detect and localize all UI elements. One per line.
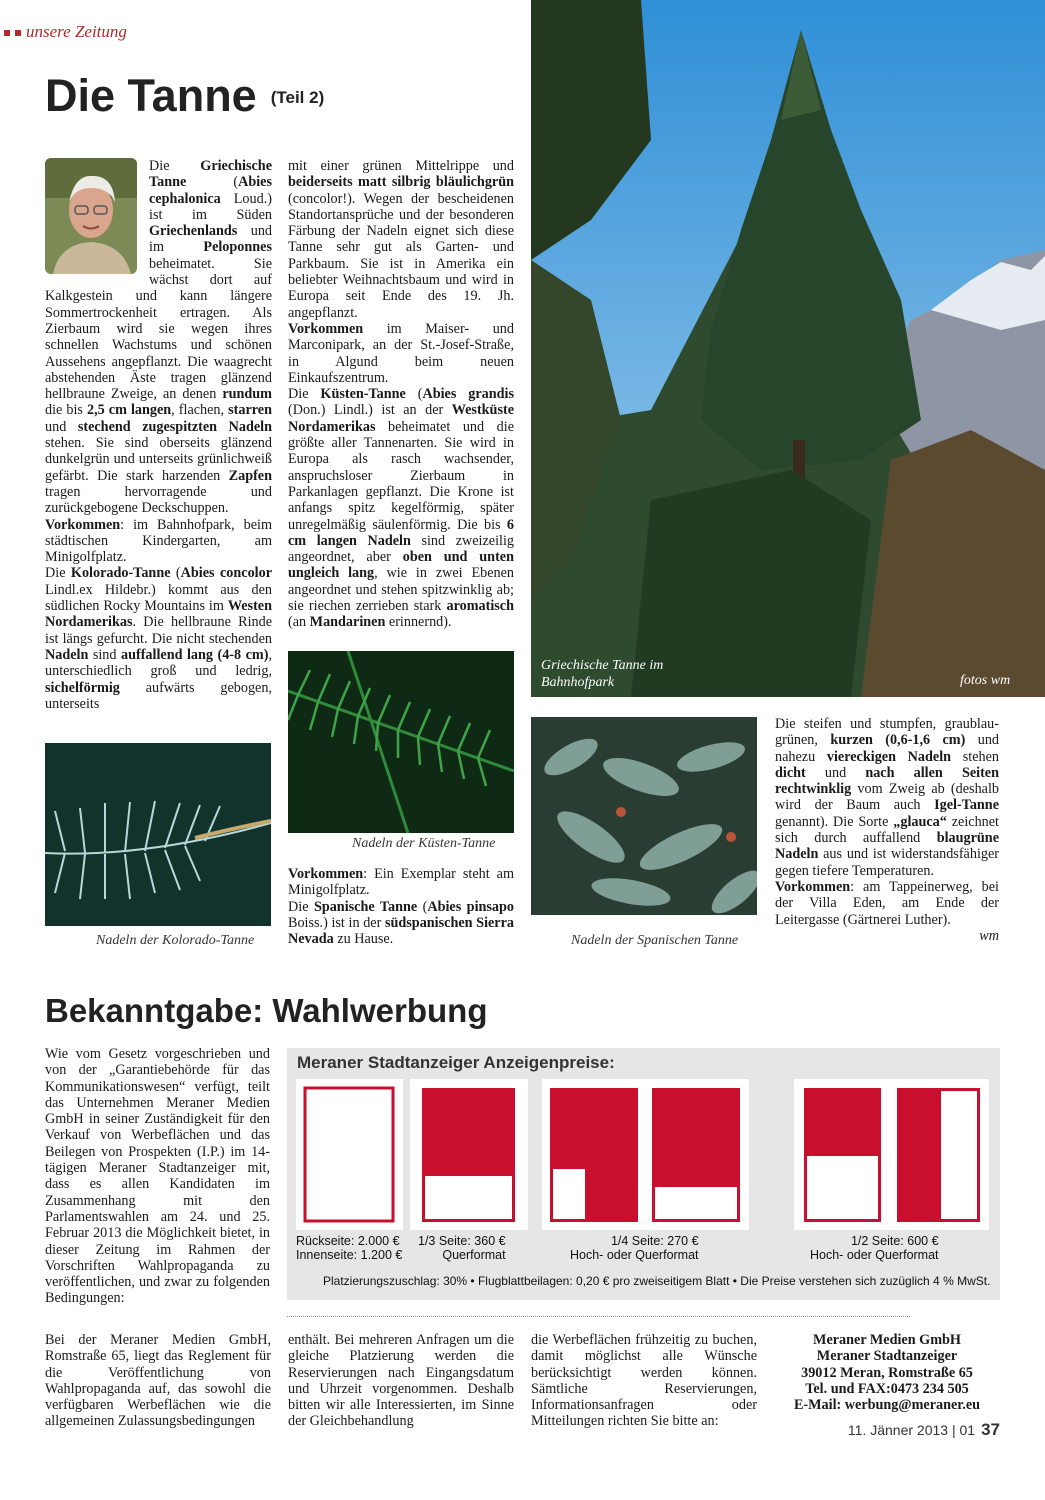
photo-griechische-tanne: [531, 0, 1045, 697]
ad-card-third: [410, 1079, 528, 1230]
price-label-full: Rückseite: 2.000 € Innenseite: 1.200 €: [296, 1234, 403, 1262]
price-label-half: 1/2 Seite: 600 € Hoch- oder Querformat: [810, 1234, 939, 1262]
notice-column-2: enthält. Bei mehreren Anfragen um die gleiche Platzierung werden die Reservierungen nach Eingangsdatum und Uhrzeit vorgenommen. Deshalb bitten wir alle Interessierten, im Sinne der Gleichbehandlung: [288, 1332, 514, 1430]
author-portrait: [45, 158, 137, 274]
notice-title: Bekanntgabe: Wahlwerbung: [45, 992, 488, 1029]
paragraph: Vorkommen: im Bahnhofpark, beim städtischen Kindergarten, am Minigolfplatz.: [45, 516, 272, 566]
ad-card-quarter: [542, 1079, 749, 1230]
notice-column-1: Bei der Meraner Medien GmbH, Romstraße 65, liegt das Reglement für die Veröffentlichung von Wahlpropaganda auf, das sowohl die verfügbaren Werbeflächen wie die allgemeinen Zulassungsbedingungen: [45, 1332, 271, 1430]
notice-intro: Wie vom Gesetz vorgeschrieben und von der „Garantiebehörde für das Kommunikationswesen“ verfügt, teilt das Unternehmen Meraner Medien GmbH in seiner Zuständigkeit für den Verkauf von Werbeflächen und das Beilegen von Prospekten (I.P.) im 14-tägigen Meraner Stadtanzeiger mit, dass es allen Kandidaten im Zusammenhang mit den Parlamentswahlen am 24. und 25. Februar 2013 die Möglichkeit bietet, in dieser Zeitung im Rahmen der Vorschriften Wahlpropaganda zu veröffentlichen, und zwar zu folgenden Bedingungen:: [45, 1046, 270, 1307]
caption-big-photo: Griechische Tanne im Bahnhofpark: [541, 658, 664, 690]
page-footer: [0, 1420, 1000, 1440]
email-link[interactable]: E-Mail: werbung@meraner.eu: [793, 1397, 981, 1414]
price-label-third: 1/3 Seite: 360 € Querformat: [418, 1234, 506, 1262]
article-column-1: [45, 158, 272, 712]
pricing-footer: Platzierungszuschlag: 30% • Flugblattbeilagen: 0,20 € pro zweiseitigem Blatt • Die Preise verstehen sich zuzüglich 4 % MwSt.: [323, 1274, 991, 1288]
price-label-quarter: 1/4 Seite: 270 € Hoch- oder Querformat: [570, 1234, 699, 1262]
caption-kolorado: Nadeln der Kolorado-Tanne: [96, 933, 255, 948]
paragraph: mit einer grünen Mittelrippe und beiderseits matt silbrig bläulichgrün (concolor!). Wegen der bescheidenen Standortansprüche und der besonderen Färbung der Nadeln eignet sich diese Tanne sehr gut als Garten- und Parkbaum. Sie ist in Amerika ein beliebter Weihnachtsbaum und wird in Europa seit Ende des 19. Jh. angepflanzt.: [288, 158, 514, 321]
article-column-4: [775, 716, 999, 944]
photo-spanische-tanne: [531, 717, 757, 915]
paragraph: Die Kolorado-Tanne (Abies concolor Lindl.ex Hildebr.) kommt aus den südlichen Rocky Mountains im Westen Nordamerikas. Die hellbraune Rinde ist längs gefurcht. Die nicht stechenden Nadeln sind auffallend lang (4-8 cm), unterschiedlich groß und ledrig, sichelförmig aufwärts gebogen, unterseits: [45, 565, 272, 712]
article-title: Die Tanne $^{(Teil 2)}$: [45, 70, 325, 121]
paragraph: Die Griechische Tanne (Abies cephalonica Loud.) ist im Süden Griechenlands und im Peloponnes beheimatet. Sie wächst dort auf Kalkgestein und kann längere Sommertrockenheit ertragen. Als Zierbaum wird sie wegen ihres schnellen Wachstums und schönen Aussehens angepflanzt. Die waagrecht abstehenden Äste tragen glänzend hellbraune Zweige, an denen rundum die bis 2,5 cm langen, flachen, starren und stechend zugespitzten Nadeln stehen. Sie sind oberseits glänzend dunkelgrün und unterseits grünlichweiß gefärbt. Die stark harzenden Zapfen tragen hervorragende und zurückgebogene Deckschuppen.: [45, 158, 272, 517]
photo-kuesten-tanne: [288, 651, 514, 833]
caption-kuesten: Nadeln der Küsten-Tanne: [352, 836, 496, 851]
ad-card-half: [794, 1079, 989, 1230]
article-column-2b: [288, 866, 514, 947]
paragraph: Die Küsten-Tanne (Abies grandis (Don.) Lindl.) ist an der Westküste Nordamerikas beheimatet und die größte aller Tannenarten. Sie wird in Europa als rasch wachsender, anspruchsloser Zierbaum in Parkanlagen gepflanzt. Die Krone ist anfangs spitz kegelförmig, später unregelmäßig säulenförmig. Die bis 6 cm langen Nadeln sind zweizeilig angeordnet, aber oben und unten ungleich lang, wie in zwei Ebenen angeordnet und stehen spitzwinklig ab; sie riechen zerrieben stark aromatisch (an Mandarinen erinnernd).: [288, 386, 515, 631]
ad-card-full: [296, 1079, 403, 1230]
photo-credit: fotos wm: [960, 673, 1011, 688]
paragraph: Vorkommen im Maiser- und Marconipark, an der St.-Josef-Straße, in Algund beim neuen Einkaufszentrum.: [288, 320, 514, 386]
paragraph: Vorkommen: Ein Exemplar steht am Minigolfplatz.: [288, 866, 514, 899]
paragraph: Vorkommen: am Tappeinerweg, bei der Villa Eden, am Ende der Leitergasse (Gärtnerei Luther).: [775, 878, 999, 928]
divider: [287, 1316, 910, 1317]
page-number: 37: [981, 1420, 1000, 1439]
notice-column-3: die Werbeflächen frühzeitig zu buchen, damit möglichst alle Wünsche berücksichtigt werden können. Sämtliche Reservierungen, Informationsanfragen oder Mitteilungen richten Sie bitte an:: [531, 1332, 757, 1430]
contact-block: Meraner Medien GmbH Meraner Stadtanzeiger 39012 Meran, Romstraße 65 Tel. und FAX:0473 234 505 E-Mail: werbung@meraner.eu: [774, 1332, 1000, 1413]
title-suffix: (Teil 2): [270, 88, 325, 107]
issue-date: 11. Jänner 2013 | 01: [847, 1422, 976, 1438]
author-signature: wm: [979, 927, 999, 944]
paragraph: Die Spanische Tanne (Abies pinsapo Boiss.) ist in der südspanischen Sierra Nevada zu Hause.: [288, 898, 514, 948]
paragraph: Die steifen und stumpfen, graublau-grünen, kurzen (0,6-1,6 cm) und nahezu viereckigen Nadeln stehen dicht und nach allen Seiten rechtwinklig vom Zweig ab (deshalb wird der Baum auch Igel-Tanne genannt). Die Sorte „glauca“ zeichnet sich durch auffallend blaugrüne Nadeln aus und ist widerstandsfähiger gegen tiefere Temperaturen.: [775, 716, 999, 879]
caption-spanisch: Nadeln der Spanischen Tanne: [571, 933, 739, 948]
pricing-title: Meraner Stadtanzeiger Anzeigenpreise:: [297, 1053, 615, 1072]
photo-kolorado-tanne: [45, 743, 271, 926]
masthead: unsere Zeitung: [4, 22, 127, 42]
article-column-2: [288, 158, 514, 631]
